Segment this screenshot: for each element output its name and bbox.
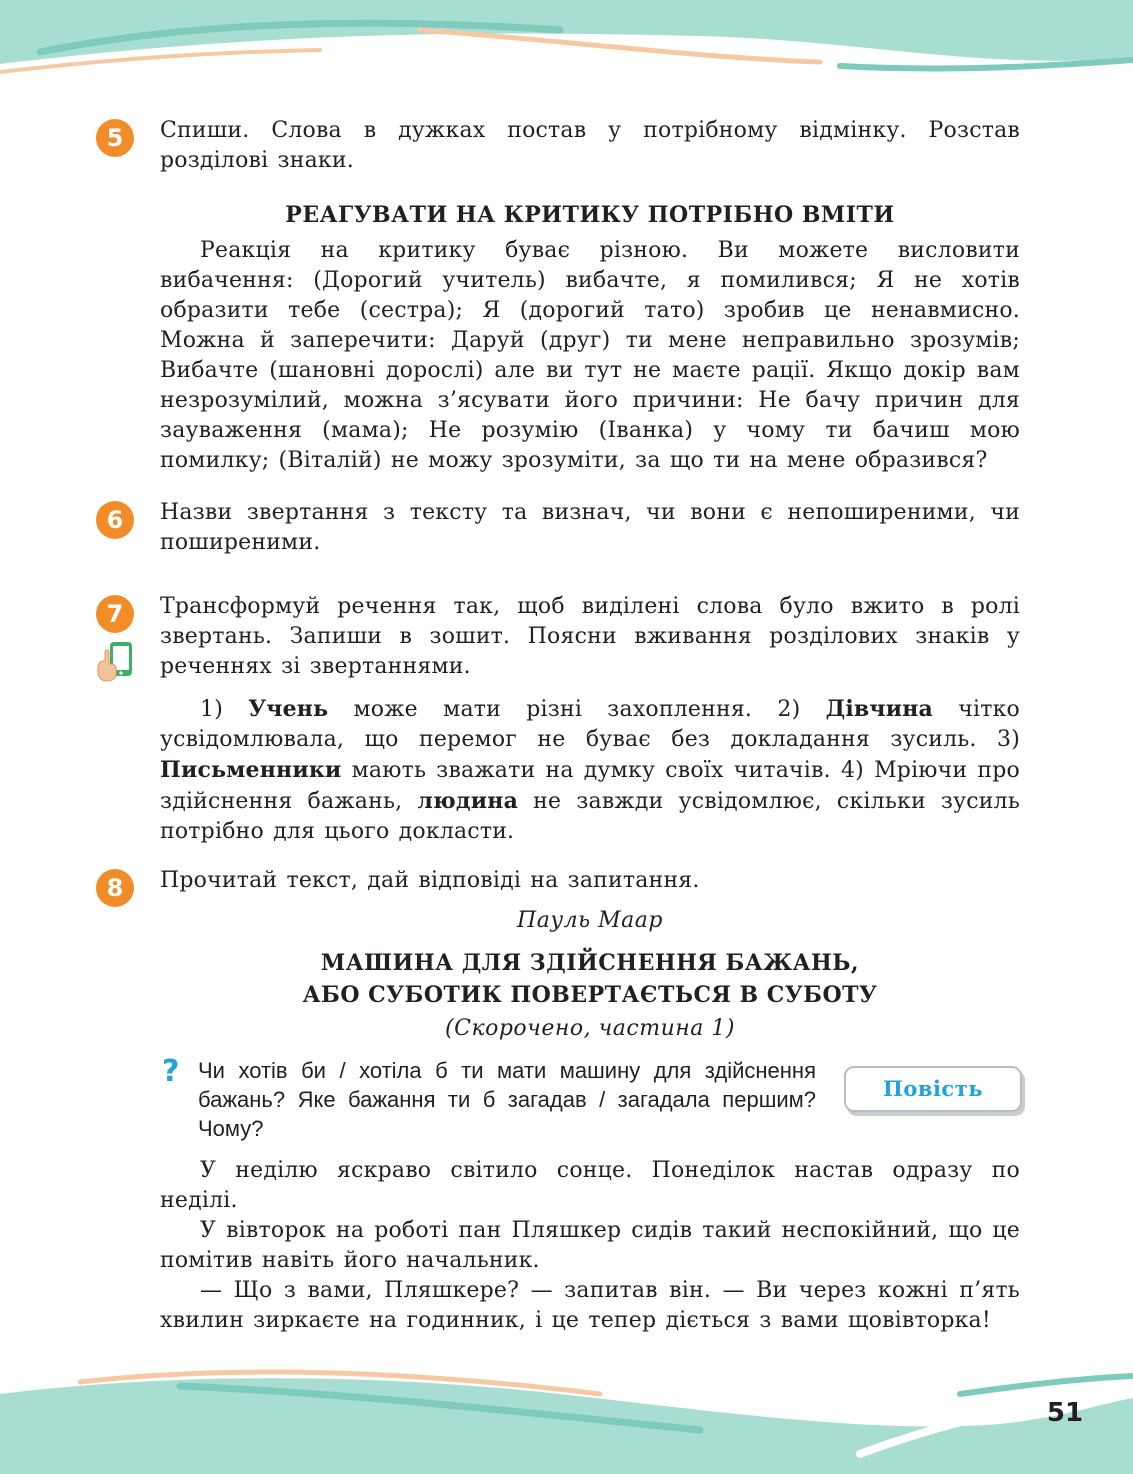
story-paragraph: У вівторок на роботі пан Пляшкер сидів такий неспокійний, що це помітив навіть його начальник. <box>160 1218 1020 1273</box>
page-number: 51 <box>1046 1398 1084 1428</box>
exercise-text <box>160 236 1020 476</box>
highlighted-word: Письменники <box>160 757 342 783</box>
genre-badge: Повість <box>844 1066 1022 1112</box>
task-instruction: Назви звертання з тексту та визнач, чи вони є непоширеними, чи поширеними. <box>160 500 1020 555</box>
sentence-number: 3) <box>997 727 1020 752</box>
sentence-number: 1) <box>200 697 249 722</box>
task-number-badge: 5 <box>96 119 134 157</box>
sentence-text: не завжди усвідомлює, скільки зусиль потрібно для цього докласти. <box>160 789 1020 844</box>
bottom-wave-decoration <box>0 1364 1133 1474</box>
exercise-sentences <box>160 694 1020 847</box>
exercise-heading: РЕАГУВАТИ НА КРИТИКУ ПОТРІБНО ВМІТИ <box>285 202 895 228</box>
top-wave-decoration <box>0 0 1133 90</box>
sentence-text: Мріючи про здійснення бажань, <box>160 758 1020 814</box>
task-6 <box>96 498 1020 558</box>
story-paragraph: — Що з вами, Пляшкере? — запитав він. — Ви через кожні п’ять хвилин зиркаєте на годинник, і це тепер діється з вами щовівторка! <box>160 1278 1020 1333</box>
sentences-paragraph <box>160 694 1020 847</box>
pre-reading-question: Чи хотів би / хотіла б ти мати машину для здійснення бажань? Яке бажання ти б загадав / загадала першим? Чому? <box>198 1058 816 1141</box>
task-5 <box>96 116 1020 176</box>
paragraph: Реакція на критику буває різною. Ви можете висловити вибачення: (Дорогий учитель) вибачте, я помилився; Я не хотів образити тебе (сестра); Я (дорогий тато) зробив це ненавмисно. Можна й заперечити: Даруй (друг) ти мене неправильно зрозумів; Вибачте (шановні дорослі) але ви тут не маєте рації. Якщо докір вам незрозумілий, можна з’ясувати його причини: Не бачу причин для зауваження (мама); Не розумію (Іванка) у чому ти бачиш мою помилку; (Віталій) не можу зрозуміти, за що ти на мене образився? <box>160 238 1020 473</box>
task-8 <box>96 866 1020 902</box>
sentence-number: 2) <box>777 697 826 722</box>
task-number-badge: 7 <box>96 595 134 633</box>
task-instruction: Спиши. Слова в дужках постав у потрібному відмінку. Розстав розділові знаки. <box>160 118 1020 173</box>
story-title-line-2: АБО СУБОТИК ПОВЕРТАЄТЬСЯ В СУБОТУ <box>302 982 878 1008</box>
question-mark-icon: ? <box>162 1054 180 1089</box>
task-number-badge: 8 <box>96 869 134 907</box>
sentence-number: 4) <box>840 758 875 783</box>
highlighted-word: Учень <box>248 696 329 722</box>
task-instruction: Трансформуй речення так, щоб виділені слова було вжито в ролі звертань. Запиши в зошит. Поясни вживання розділових знаків у реченнях зі звертаннями. <box>160 594 1020 679</box>
highlighted-word: Дівчина <box>825 696 933 722</box>
task-instruction: Прочитай текст, дай відповіді на запитання. <box>160 868 700 893</box>
sentence-text: може мати різні захоплення. <box>328 697 778 722</box>
story-title-line-1: МАШИНА ДЛЯ ЗДІЙСНЕННЯ БАЖАНЬ, <box>320 950 860 976</box>
task-number-badge: 6 <box>96 501 134 539</box>
author-name: Пауль Маар <box>517 908 663 933</box>
story-paragraph: У неділю яскраво світило сонце. Понеділок настав одразу по неділі. <box>160 1158 1020 1213</box>
story-subtitle: (Скорочено, частина 1) <box>445 1016 735 1041</box>
sentence-text: мають зважати на думку своїх читачів. <box>341 758 841 783</box>
tablet-touch-icon <box>96 640 136 682</box>
story-text <box>160 1156 1020 1336</box>
task-7 <box>96 592 1020 682</box>
highlighted-word: людина <box>417 788 519 814</box>
sentence-text: чітко усвідомлювала, що перемог не буває без докладання зусиль. <box>160 697 1020 752</box>
